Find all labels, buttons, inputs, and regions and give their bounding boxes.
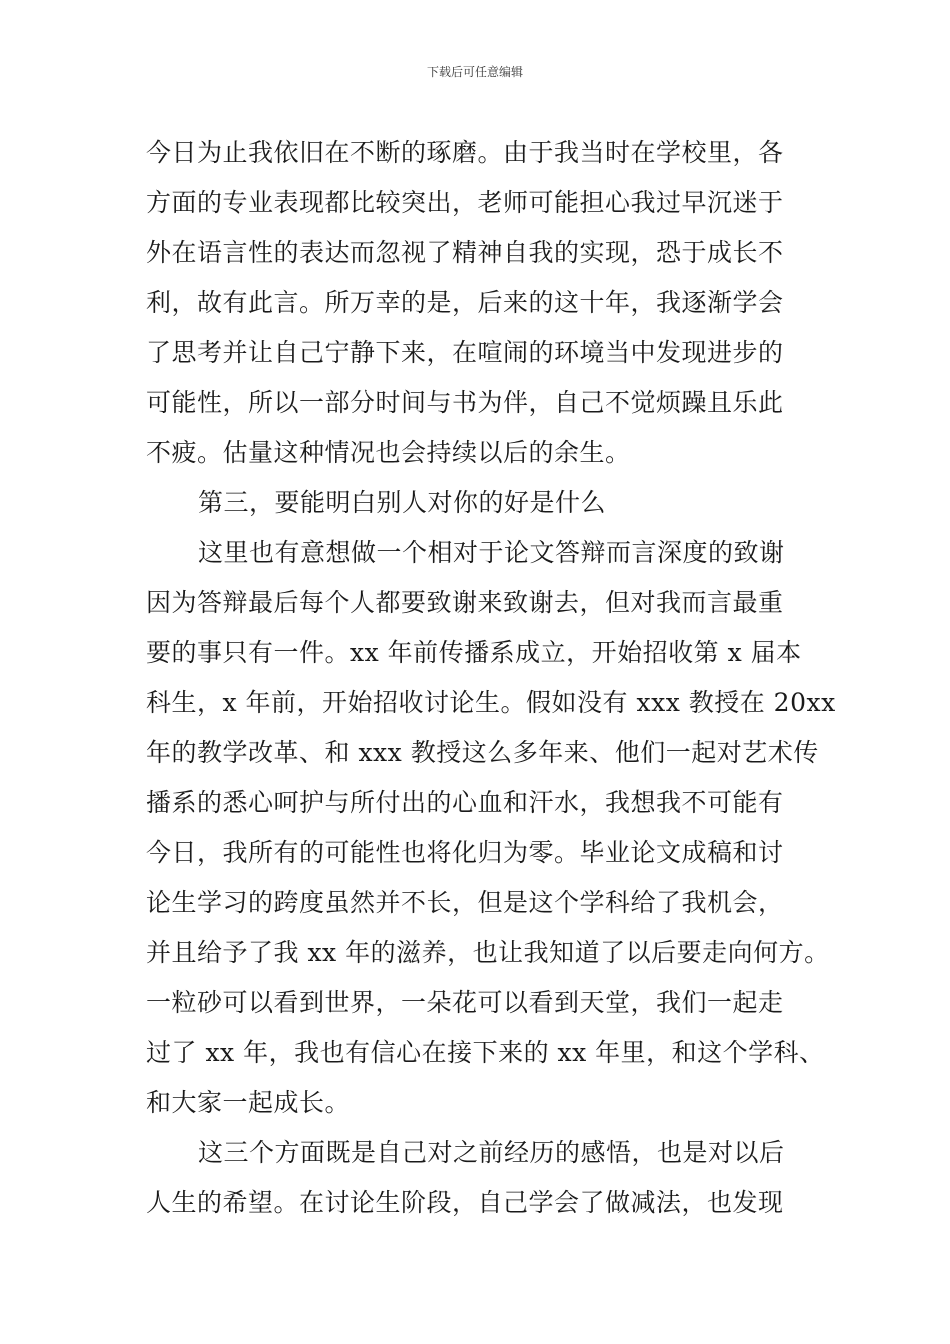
text-line: 外在语言性的表达而忽视了精神自我的实现，恐于成长不 — [146, 238, 784, 267]
text-line: 年的教学改革、和 xxx 教授这么多年来、他们一起对艺术传 — [146, 738, 819, 767]
text-line: 要的事只有一件。xx 年前传播系成立，开始招收第 x 届本 — [146, 638, 802, 667]
text-line: 论生学习的跨度虽然并不长，但是这个学科给了我机会， — [146, 888, 784, 917]
text-line: 科生，x 年前，开始招收讨论生。假如没有 xxx 教授在 20xx — [146, 688, 836, 717]
text-line: 了思考并让自己宁静下来，在喧闹的环境当中发现进步的 — [146, 338, 784, 367]
text-line: 今日为止我依旧在不断的琢磨。由于我当时在学校里，各 — [146, 138, 784, 167]
paragraph-start-line: 这里也有意想做一个相对于论文答辩而言深度的致谢 — [198, 538, 785, 567]
text-line: 过了 xx 年，我也有信心在接下来的 xx 年里，和这个学科、 — [146, 1038, 825, 1067]
page-header: 下载后可任意编辑 — [426, 65, 523, 79]
text-line: 可能性，所以一部分时间与书为伴，自己不觉烦躁且乐此 — [146, 388, 784, 417]
text-line: 因为答辩最后每个人都要致谢来致谢去，但对我而言最重 — [146, 588, 784, 617]
document-body — [146, 128, 836, 1228]
text-line: 方面的专业表现都比较突出，老师可能担心我过早沉迷于 — [146, 188, 784, 217]
text-line: 和大家一起成长。 — [146, 1088, 351, 1117]
text-line: 播系的悉心呵护与所付出的心血和汗水，我想我不可能有 — [146, 788, 784, 817]
text-line: 人生的希望。在讨论生阶段，自己学会了做减法，也发现 — [146, 1188, 784, 1217]
text-line: 利，故有此言。所万幸的是，后来的这十年，我逐渐学会 — [146, 288, 784, 317]
text-line: 今日，我所有的可能性也将化归为零。毕业论文成稿和讨 — [146, 838, 784, 867]
text-line: 一粒砂可以看到世界，一朵花可以看到天堂，我们一起走 — [146, 988, 784, 1017]
paragraph-start-line: 这三个方面既是自己对之前经历的感悟，也是对以后 — [198, 1138, 785, 1167]
section-heading: 第三，要能明白别人对你的好是什么 — [198, 488, 607, 517]
text-line: 不疲。估量这种情况也会持续以后的余生。 — [146, 438, 631, 467]
text-line: 并且给予了我 xx 年的滋养，也让我知道了以后要走向何方。 — [146, 938, 830, 967]
